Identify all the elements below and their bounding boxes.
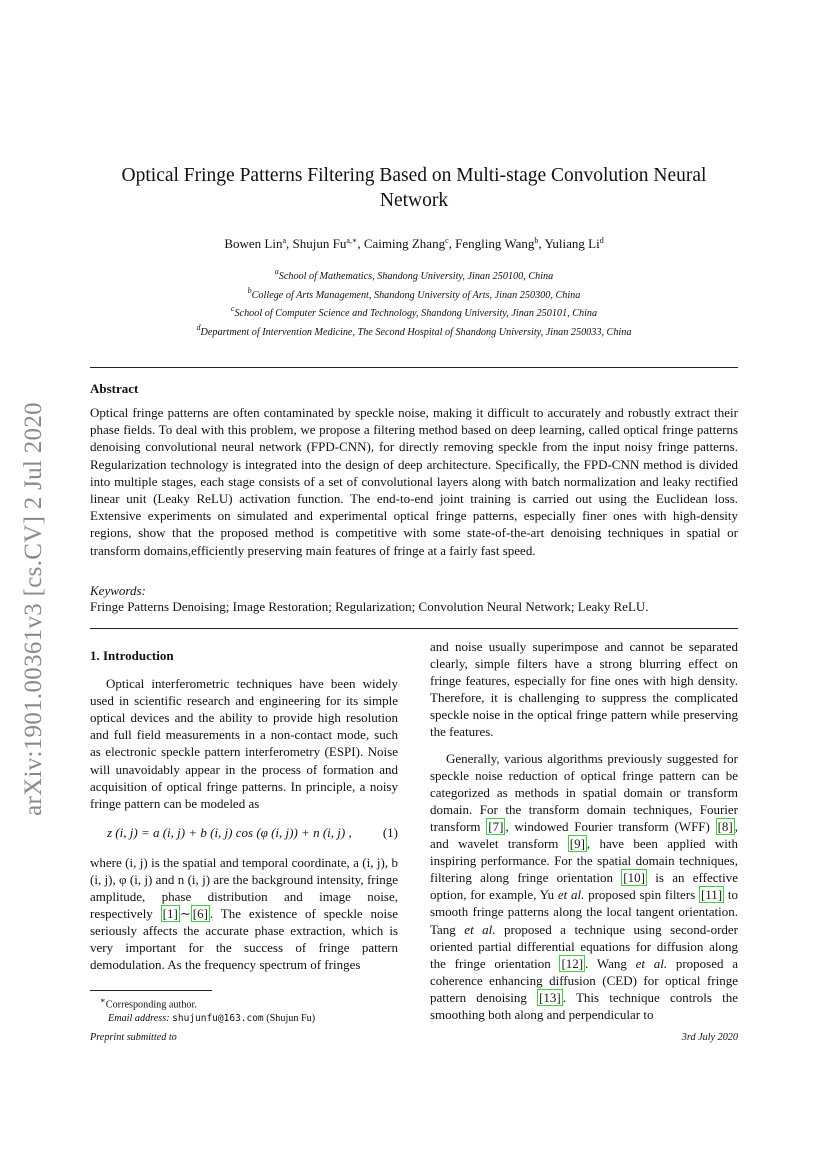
author-affil-mark: b [534, 236, 539, 245]
citation-link[interactable]: [6] [192, 906, 208, 922]
left-column [90, 647, 398, 974]
author-affil-mark: a,∗ [346, 236, 358, 245]
citation-link[interactable]: [11] [700, 887, 723, 903]
author-name: Fengling Wang [455, 236, 535, 251]
intro-paragraph-4: Generally, various algorithms previously suggested for speckle noise reduction of optical fringe pattern can be categorized as methods in spatial domain or transform domain. For the transform domain techniques, Fourier transform [7] , windowed Fourier transform (WFF) [8] , and wavelet transform [9] , have been applied with inspiring performance. For the spatial domain techniques, filtering along fringe orientation [10] is an effective option, for example, Yu et al. proposed spin filters [11] to smooth fringe patterns along the local tangent orientation. Tang et al. proposed a technique using second-order oriented partial differential equations for diffusion along the fringe orientation [12] . Wang et al. proposed a coherence enhancing diffusion (CED) for optical fringe pattern denoising [13] . This technique controls the smoothing both along and perpendicular to [430, 750, 738, 1022]
citation-link[interactable]: [7] [488, 818, 504, 834]
citation-link[interactable]: [10] [623, 870, 645, 886]
paper-title: Optical Fringe Patterns Filtering Based on Multi-stage Convolution Neural Network [121, 165, 707, 211]
author-affil-mark: d [599, 236, 604, 245]
author-name: Yuliang Li [544, 236, 600, 251]
citation-link[interactable]: [1] [162, 906, 178, 922]
equation-expression: z (i, j) = a (i, j) + b (i, j) cos (φ (i, j)) + n (i, j) , [107, 824, 352, 840]
author-list: Bowen Lin$^a$, Shujun $Fu^{a,∗}$, Caiming Zhang$^c$, Fengling Wang$^b$, Yuliang Li$^d$ [224, 236, 604, 251]
abstract-bottom-rule [90, 628, 738, 629]
right-column [430, 638, 738, 1023]
keywords-text: Fringe Patterns Denoising; Image Restoration; Regularization; Convolution Neural Network; Leaky ReLU. [90, 599, 649, 614]
arxiv-sidebar-stamp [12, 378, 56, 840]
citation-link[interactable]: [9] [569, 836, 585, 852]
affiliation-line: $^d$Department of Intervention Medicine, The Second Hospital of Shandong University, Jinan 250033, China [196, 322, 632, 338]
citation-link[interactable]: [8] [717, 818, 733, 834]
affiliation-line: $^b$College of Arts Management, Shandong University of Arts, Jinan 250300, China [247, 285, 581, 301]
abstract-text: Optical fringe patterns are often contaminated by speckle noise, making it difficult to accurately and robustly extract their phase fields. To deal with this problem, we propose a filtering method based on deep learning, called optical fringe patterns denoising convolutional neural network (FPD-CNN), for directly removing speckle from the input noisy fringe patterns. Regularization technology is integrated into the design of deep architecture. Specifically, the FPD-CNN method is divided into multiple stages, each stage consists of a set of convolutional layers along with batch normalization and leaky rectified linear unit (Leaky ReLU) activation function. The end-to-end joint training is carried out using the Euclidean loss. Extensive experiments on simulated and experimental optical fringe patterns, especially finer ones with high-density regions, show that the proposed method is competitive with some state-of-the-art denoising techniques in spatial or transform domains,efficiently preserving main features of fringe at a fairly fast speed. [90, 405, 738, 558]
keywords-heading: Keywords: [90, 583, 146, 598]
equation-number: (1) [382, 824, 398, 840]
footnote [90, 993, 398, 1026]
citation-link[interactable]: [12] [561, 955, 584, 971]
section-heading: 1. Introduction [90, 648, 174, 663]
footnote-corresponding: ∗Corresponding author. [100, 995, 197, 1011]
author-affil-mark: a [282, 236, 287, 245]
abstract-heading: Abstract [90, 381, 139, 396]
footnote-email: Email address: shujunfu@163.com (Shujun Fu) [108, 1013, 316, 1025]
footer-date: 3rd July 2020 [681, 1032, 738, 1043]
intro-paragraph-2: where (i, j) is the spatial and temporal coordinate, a (i, j), b (i, j), φ (i, j) and n (i, j) are the background intensity, fringe amplitude, phase distribution and image noise, respectively [1] ∼ [6] . The existence of speckle noise seriously affects the accurate phase extraction, which is very important for the success of fringe pattern demodulation. As the frequency spectrum of fringes [90, 854, 398, 973]
affiliations [90, 265, 738, 339]
author-affil-mark: c [445, 236, 449, 245]
affiliation-line: $^c$School of Computer Science and Technology, Shandong University, Jinan 250101, China [230, 304, 598, 319]
footnote-rule [90, 990, 212, 991]
email-address[interactable]: shujunfu@163.com [172, 1013, 264, 1025]
equation-1 [90, 821, 398, 845]
author-name: Shujun Fu [292, 236, 347, 251]
affiliation-line: $^a$School of Mathematics, Shandong University, Jinan 250100, China [274, 267, 554, 282]
intro-paragraph-3: and noise usually superimpose and cannot be separated clearly, simple filters have a strong blurring effect on fringe features, especially for fine ones with high density. Therefore, it is challenging to suppress the complicated speckle noise in the optical fringe pattern while preserving the features. [430, 639, 738, 740]
intro-paragraph-1: Optical interferometric techniques have been widely used in scientific research and engineering for its simple optical devices and the ability to provide high resolution and full field measurements in a non-contact mode, such as electronic speckle pattern interferometry (ESPI). Noise will unavoidably appear in the process of formation and acquisition of optical fringe patterns. In principle, a noisy fringe pattern can be modeled as [90, 676, 398, 811]
author-name: Caiming Zhang [363, 236, 446, 251]
abstract-top-rule [90, 367, 738, 368]
citation-link[interactable]: [13] [539, 989, 561, 1005]
arxiv-id: arXiv:1901.00361v3 [cs.CV] 2 Jul 2020 [20, 402, 48, 816]
preprint-note: Preprint submitted to [90, 1032, 177, 1043]
author-name: Bowen Lin [224, 236, 283, 251]
